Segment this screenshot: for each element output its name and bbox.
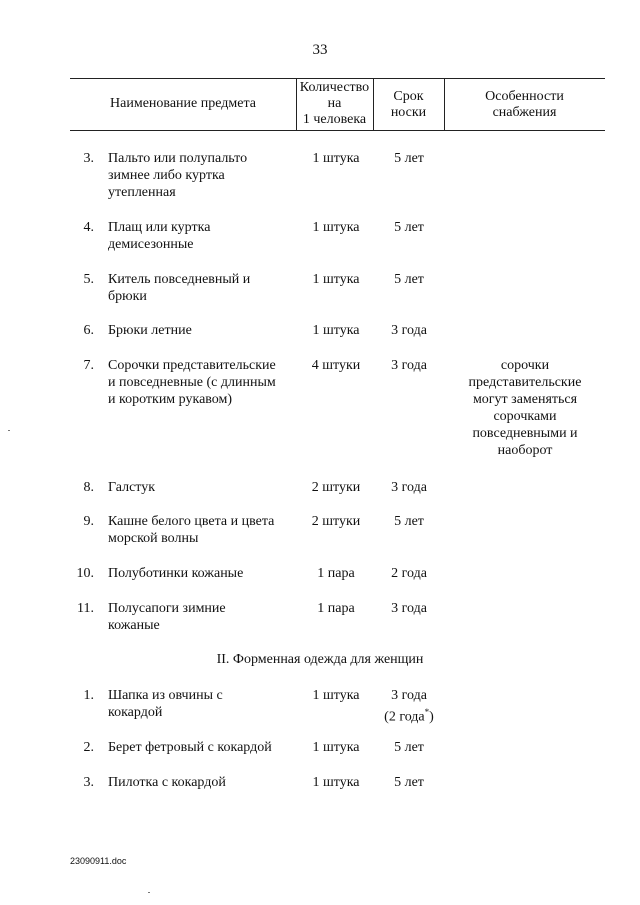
item-wear-term: 3 года	[391, 358, 427, 373]
item-name-line: и повседневные (с длинным	[108, 375, 276, 390]
header-quantity	[296, 80, 373, 128]
item-name-line: и коротким рукавом)	[108, 392, 233, 407]
item-quantity: 1 пара	[317, 566, 355, 581]
item-name-line: Сорочки представительские	[108, 358, 276, 373]
wear-term-primary: 3 года	[391, 688, 427, 703]
item-name	[108, 600, 294, 634]
item-name-line: Полуботинки кожаные	[108, 566, 244, 581]
row-number: 1.	[83, 688, 94, 703]
supply-note-line: наоборот	[497, 443, 553, 458]
row-number: 3.	[83, 151, 94, 166]
item-name-line: утепленная	[108, 185, 176, 200]
item-wear-term	[370, 687, 448, 726]
item-name-line: Берет фетровый с кокардой	[108, 740, 272, 755]
item-name-line: Китель повседневный и	[108, 272, 251, 287]
item-wear-term: 2 года	[391, 566, 427, 581]
supply-note-line: могут заменяться	[472, 392, 578, 407]
item-name	[108, 687, 294, 721]
item-quantity: 1 штука	[312, 272, 360, 287]
table-top-rule	[70, 78, 605, 79]
scan-speck	[8, 430, 10, 431]
row-number: 7.	[83, 358, 94, 373]
table-header-bottom-rule	[70, 130, 605, 131]
wear-term-alternate-text: (2 года	[384, 709, 425, 725]
item-name-line: Пальто или полупальто	[108, 151, 248, 166]
item-supply-note	[448, 357, 602, 459]
item-name-line: Галстук	[108, 480, 156, 495]
header-quantity-line: Количество	[299, 80, 370, 95]
item-wear-term: 5 лет	[394, 775, 424, 790]
page-number: 33	[312, 42, 328, 58]
supply-note-line: сорочками	[493, 409, 557, 424]
wear-term-alternate	[370, 704, 448, 726]
item-name-line: кокардой	[108, 705, 163, 720]
item-quantity: 2 штуки	[311, 480, 361, 495]
item-quantity: 1 штука	[312, 740, 360, 755]
supply-note-line: повседневными и	[472, 426, 578, 441]
item-name-line: Брюки летние	[108, 323, 192, 338]
header-wear-term-line: носки	[390, 105, 427, 120]
item-name	[108, 219, 294, 253]
item-name	[108, 513, 294, 547]
row-number: 9.	[83, 514, 94, 529]
header-wear-term	[373, 89, 444, 121]
header-item-name	[70, 96, 296, 112]
header-supply-notes-line: снабжения	[492, 105, 557, 120]
row-number: 3.	[83, 775, 94, 790]
item-name-line: Шапка из овчины с	[108, 688, 223, 703]
item-wear-term: 5 лет	[394, 151, 424, 166]
item-name-line: Кашне белого цвета и цвета	[108, 514, 275, 529]
row-number: 2.	[83, 740, 94, 755]
item-quantity: 1 штука	[312, 688, 360, 703]
item-name	[108, 739, 294, 756]
item-wear-term: 5 лет	[394, 514, 424, 529]
item-quantity: 1 пара	[317, 601, 355, 616]
item-quantity: 1 штука	[312, 323, 360, 338]
item-name	[108, 357, 294, 408]
item-name-line: Плащ или куртка	[108, 220, 211, 235]
footer-document-id: 23090911.doc	[70, 856, 127, 866]
item-name-line: Полусапоги зимние	[108, 601, 226, 616]
wear-term-alternate-close: )	[429, 709, 434, 725]
row-number: 5.	[83, 272, 94, 287]
item-name	[108, 322, 294, 339]
item-name	[108, 479, 294, 496]
item-quantity: 1 штука	[312, 220, 360, 235]
item-wear-term: 5 лет	[394, 220, 424, 235]
footnote-marker: *	[424, 707, 430, 717]
row-number: 10.	[76, 566, 94, 581]
item-name-line: брюки	[108, 289, 147, 304]
item-quantity: 4 штуки	[311, 358, 361, 373]
header-supply-notes-line: Особенности	[485, 89, 564, 104]
header-wear-term-line: Срок	[393, 89, 424, 104]
item-wear-term: 3 года	[391, 323, 427, 338]
header-supply-notes	[444, 89, 605, 121]
header-quantity-line: 1 человека	[302, 112, 367, 127]
item-name-line: кожаные	[108, 618, 160, 633]
item-quantity: 2 штуки	[311, 514, 361, 529]
item-wear-term: 5 лет	[394, 740, 424, 755]
header-item-name-text: Наименование предмета	[110, 96, 256, 111]
item-name-line: морской волны	[108, 531, 199, 546]
header-quantity-line: на	[327, 96, 342, 111]
item-name	[108, 271, 294, 305]
item-quantity: 1 штука	[312, 775, 360, 790]
item-name-line: Пилотка с кокардой	[108, 775, 226, 790]
item-wear-term: 5 лет	[394, 272, 424, 287]
row-number: 4.	[83, 220, 94, 235]
scan-speck	[148, 892, 150, 893]
section-title: II. Форменная одежда для женщин	[216, 652, 424, 667]
item-name	[108, 150, 294, 201]
item-wear-term: 3 года	[391, 480, 427, 495]
row-number: 8.	[83, 480, 94, 495]
item-name	[108, 774, 294, 791]
item-quantity: 1 штука	[312, 151, 360, 166]
item-name	[108, 565, 294, 582]
item-name-line: зимнее либо куртка	[108, 168, 225, 183]
supply-note-line: представительские	[468, 375, 582, 390]
item-wear-term: 3 года	[391, 601, 427, 616]
row-number: 11.	[77, 601, 94, 616]
item-name-line: демисезонные	[108, 237, 194, 252]
row-number: 6.	[83, 323, 94, 338]
supply-note-line: сорочки	[500, 358, 550, 373]
